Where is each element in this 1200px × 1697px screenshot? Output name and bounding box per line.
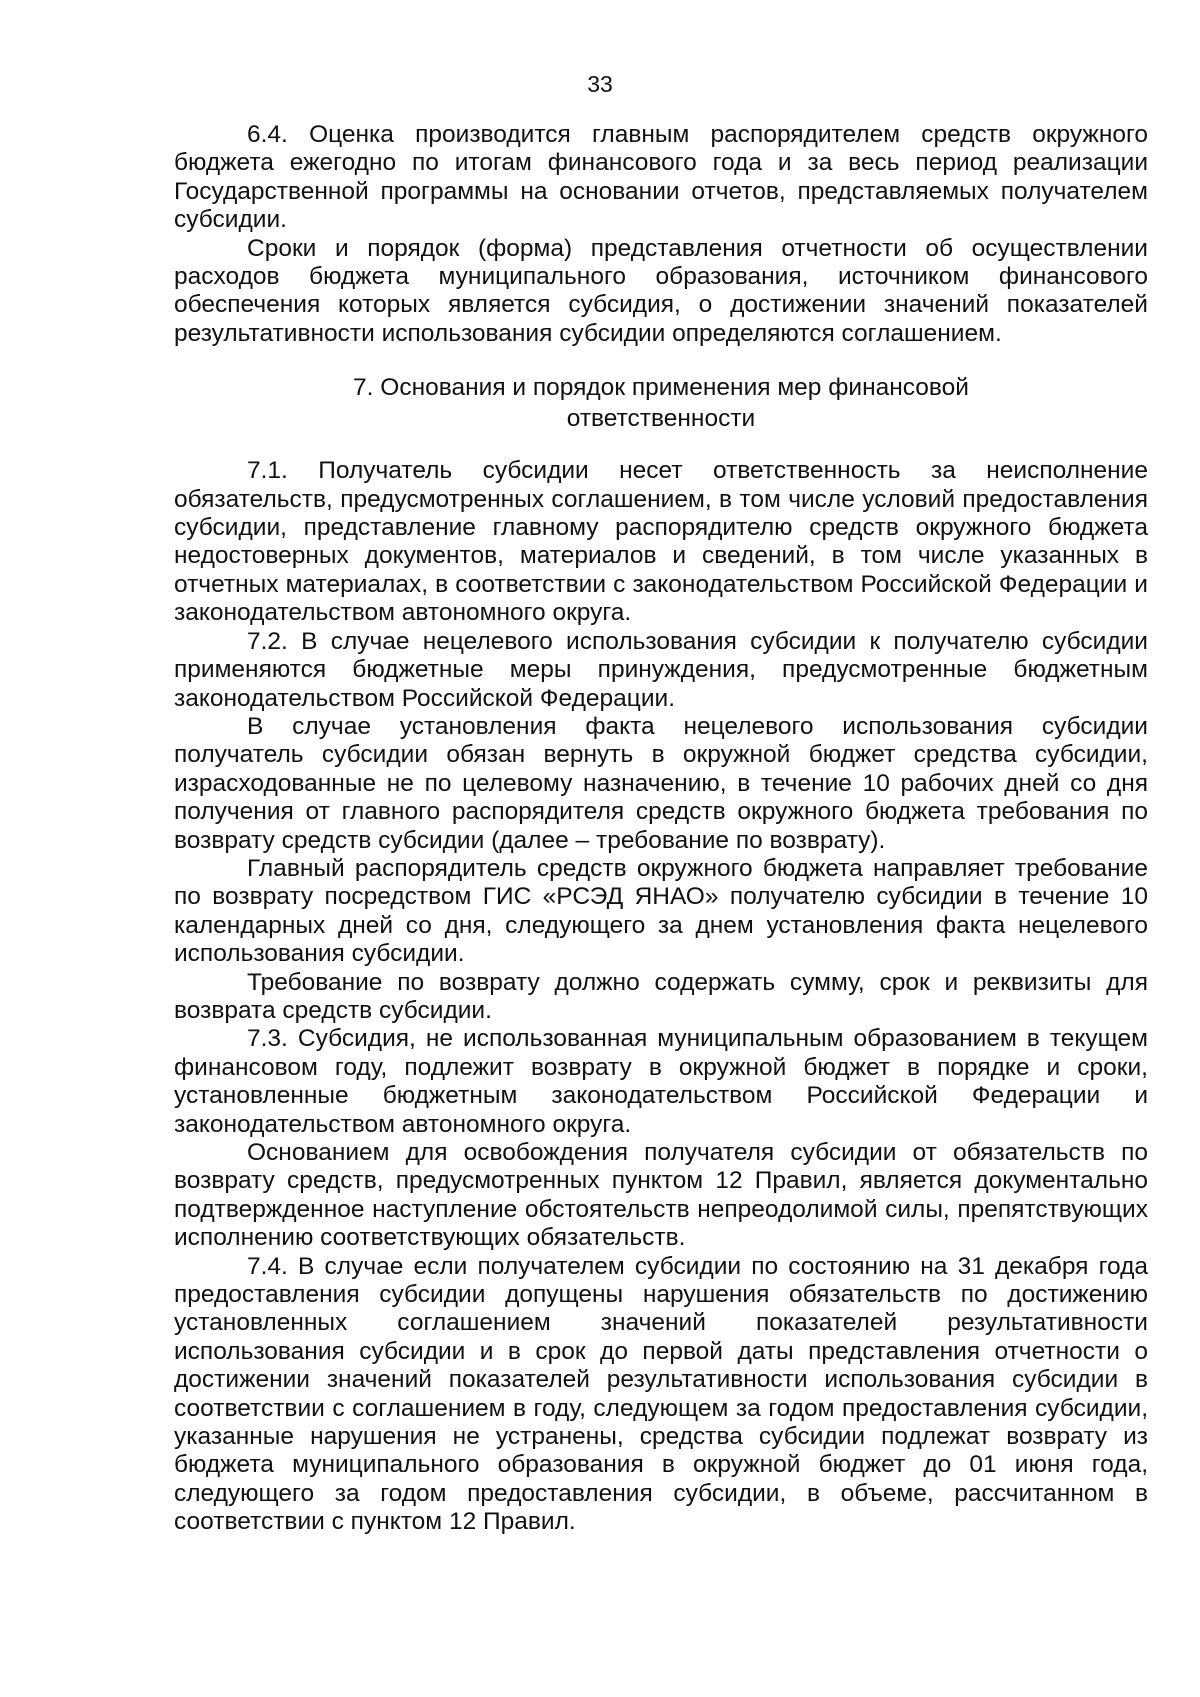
paragraph-6-4: 6.4. Оценка производится главным распорядителем средств окружного бюджета ежегодно по итогам финансового года и за весь период реализации Государственной программы на основании отчетов, представляемых получателем субсидии. xyxy=(174,121,1148,234)
paragraph-force-majeure: Основанием для освобождения получателя субсидии от обязательств по возврату средств, предусмотренных пунктом 12 Правил, является документально подтвержденное наступление обстоятельств непреодолимой силы, препятствующих исполнению соответствующих обязательств. xyxy=(174,1139,1148,1252)
section-7-heading xyxy=(174,372,1148,434)
paragraph-7-2: 7.2. В случае нецелевого использования субсидии к получателю субсидии применяются бюджетные меры принуждения, предусмотренные бюджетным законодательством Российской Федерации. xyxy=(174,627,1148,712)
section-7-heading-line2: ответственности xyxy=(566,405,756,433)
paragraph-7-4: 7.4. В случае если получателем субсидии по состоянию на 31 декабря года предоставления субсидии допущены нарушения обязательств по достижению установленных соглашением значений показателей результативности использования субсидии и в срок до первой даты представления отчетности о достижении значений показателей результативности использования субсидии в соответствии с соглашением в году, следующем за годом предоставления субсидии, указанные нарушения не устранены, средства субсидии подлежат возврату из бюджета муниципального образования в окружной бюджет до 01 июня года, следующего за годом предоставления субсидии, в объеме, рассчитанном в соответствии с пунктом 12 Правил. xyxy=(174,1252,1148,1536)
document-body xyxy=(174,121,1148,1537)
page-number: 33 xyxy=(587,71,613,97)
paragraph-misuse-return: В случае установления факта нецелевого использования субсидии получатель субсидии обязан вернуть в окружной бюджет средства субсидии, израсходованные не по целевому назначению, в течение 10 рабочих дней со дня получения от главного распорядителя средств окружного бюджета требования по возврату средств субсидии (далее – требование по возврату). xyxy=(174,712,1148,854)
section-7-heading-line1: 7. Основания и порядок применения мер финансовой xyxy=(353,374,969,402)
paragraph-request-content: Требование по возврату должно содержать сумму, срок и реквизиты для возврата средств субсидии. xyxy=(174,968,1148,1024)
paragraph-7-1: 7.1. Получатель субсидии несет ответственность за неисполнение обязательств, предусмотренных соглашением, в том числе условий предоставления субсидии, представление главному распорядителю средств окружного бюджета недостоверных документов, материалов и сведений, в том числе указанных в отчетных материалах, в соответствии с законодательством Российской Федерации и законодательством автономного округа. xyxy=(174,457,1148,627)
paragraph-reporting-terms: Сроки и порядок (форма) представления отчетности об осуществлении расходов бюджета муниципального образования, источником финансового обеспечения которых является субсидия, о достижении значений показателей результативности использования субсидии определяются соглашением. xyxy=(174,234,1148,347)
paragraph-return-request: Главный распорядитель средств окружного бюджета направляет требование по возврату посредством ГИС «РСЭД ЯНАО» получателю субсидии в течение 10 календарных дней со дня, следующего за днем установления факта нецелевого использования субсидии. xyxy=(174,854,1148,968)
paragraph-7-3: 7.3. Субсидия, не использованная муниципальным образованием в текущем финансовом году, подлежит возврату в окружной бюджет в порядке и сроки, установленные бюджетным законодательством Российской Федерации и законодательством автономного округа. xyxy=(174,1025,1148,1138)
